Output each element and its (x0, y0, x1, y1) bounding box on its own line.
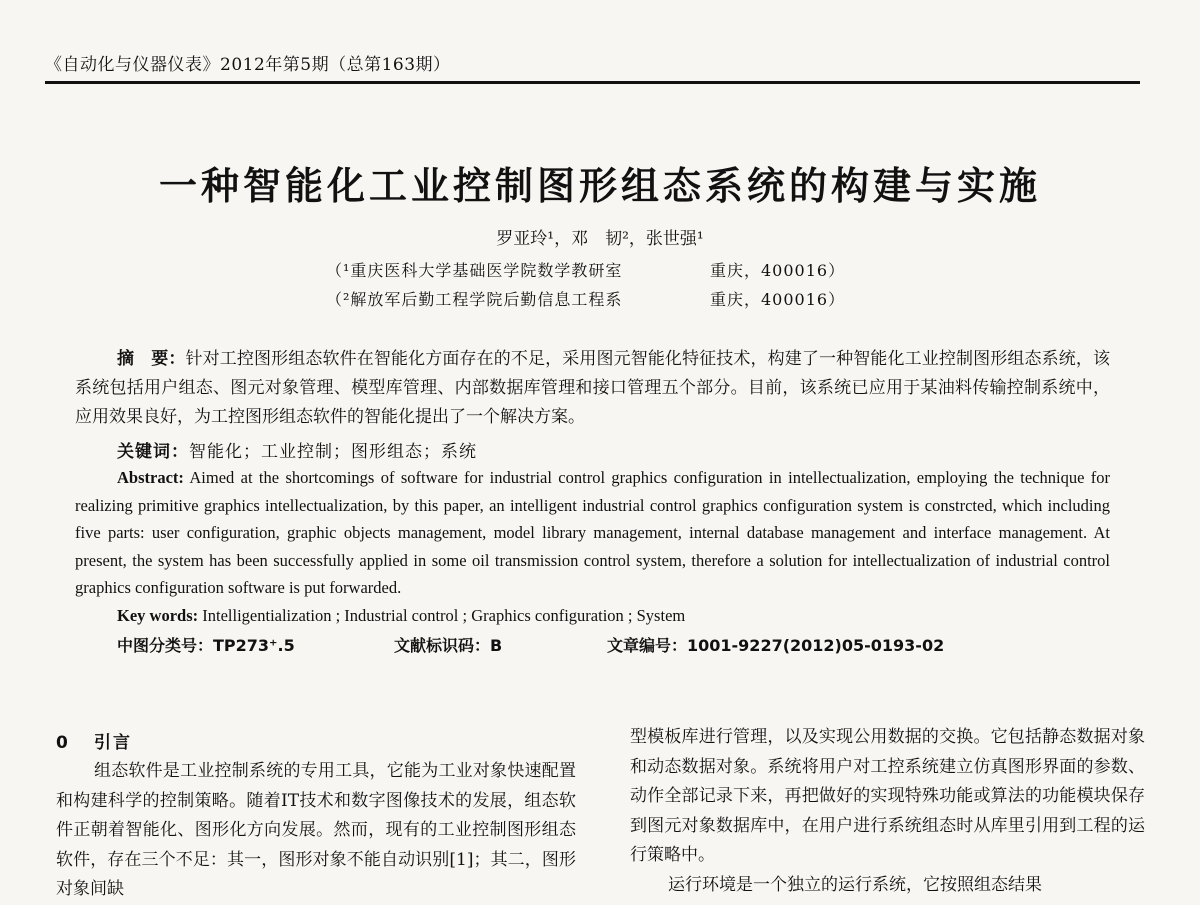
affiliation-1-org: （¹重庆医科大学基础医学院数学教研室 (326, 261, 623, 280)
section-0-number: 0 (56, 733, 70, 753)
keywords-en (117, 606, 685, 626)
section-0-paragraph: 组态软件是工业控制系统的专用工具，它能为工业对象快速配置和构建科学的控制策略。随着IT技术和数字图像技术的发展，组态软件正朝着智能化、图形化方向发展。然而，现有的工业控制图形组态软件，存在三个不足：其一，图形对象不能自动识别[1]；其二，图形对象间缺 (56, 761, 576, 899)
section-0-heading (56, 728, 576, 753)
right-column (630, 723, 1145, 900)
abstract-en (75, 464, 1110, 602)
abstract-cn-text: 针对工控图形组态软件在智能化方面存在的不足，采用图元智能化特征技术，构建了一种智能化工业控制图形组态系统，该系统包括用户组态、图元对象管理、模型库管理、内部数据库管理和接口管理五个部分。目前，该系统已应用于某油料传输控制系统中，应用效果良好，为工控图形组态软件的智能化提出了一个解决方案。 (75, 349, 1111, 427)
keywords-cn-text: 智能化；工业控制；图形组态；系统 (189, 442, 477, 462)
abstract-en-label: Abstract: (117, 468, 184, 487)
paper-title: 一种智能化工业控制图形组态系统的构建与实施 (158, 164, 1041, 208)
affiliation-1-city: 重庆，400016） (710, 261, 846, 280)
document-code: 文献标识码：B (394, 636, 503, 655)
clc-number: 中图分类号：TP273⁺.5 (117, 636, 295, 655)
right-column-next-paragraph: 运行环境是一个独立的运行系统，它按照组态结果 (668, 874, 1042, 895)
keywords-cn (117, 437, 477, 462)
abstract-en-text: Aimed at the shortcomings of software for industrial control graphics configuration in intellectualization, employing the technique for realizing primitive graphics intellectualization, by this paper, an intelligent industrial control graphics configuration system is constrcted, which including five parts: user configuration, graphic objects management, model library management, internal database management and interface management. At present, the system has been successfully applied in some oil transmission control system, therefore a solution for intellectualization of industrial control graphics configuration software is put forwarded. (75, 468, 1111, 597)
affiliation-2-org: （²解放军后勤工程学院后勤信息工程系 (326, 290, 623, 309)
abstract-cn-label: 摘 要： (117, 349, 186, 369)
left-column (56, 728, 576, 905)
affiliation-1 (326, 258, 846, 281)
article-number: 文章编号：1001-9227(2012)05-0193-02 (607, 636, 945, 655)
keywords-en-text: Intelligentialization ; Industrial control ; Graphics configuration ; System (202, 606, 686, 625)
section-0-title: 引言 (94, 733, 132, 753)
journal-header: 《自动化与仪器仪表》2012年第5期（总第163期） (45, 50, 1140, 84)
affiliation-2-city: 重庆，400016） (710, 290, 846, 309)
keywords-cn-label: 关键词： (117, 442, 189, 462)
authors: 罗亚玲¹，邓 韧²，张世强¹ (496, 229, 704, 249)
keywords-en-label: Key words: (117, 606, 199, 625)
abstract-cn (75, 345, 1110, 432)
affiliation-2 (326, 287, 846, 310)
right-column-continuation: 型模板库进行管理，以及实现公用数据的交换。它包括静态数据对象和动态数据对象。系统将用户对工控系统建立仿真图形界面的参数、动作全部记录下来，再把做好的实现特殊功能或算法的功能模块保存到图元对象数据库中，在用户进行系统组态时从库里引用到工程的运行策略中。 (630, 727, 1145, 865)
